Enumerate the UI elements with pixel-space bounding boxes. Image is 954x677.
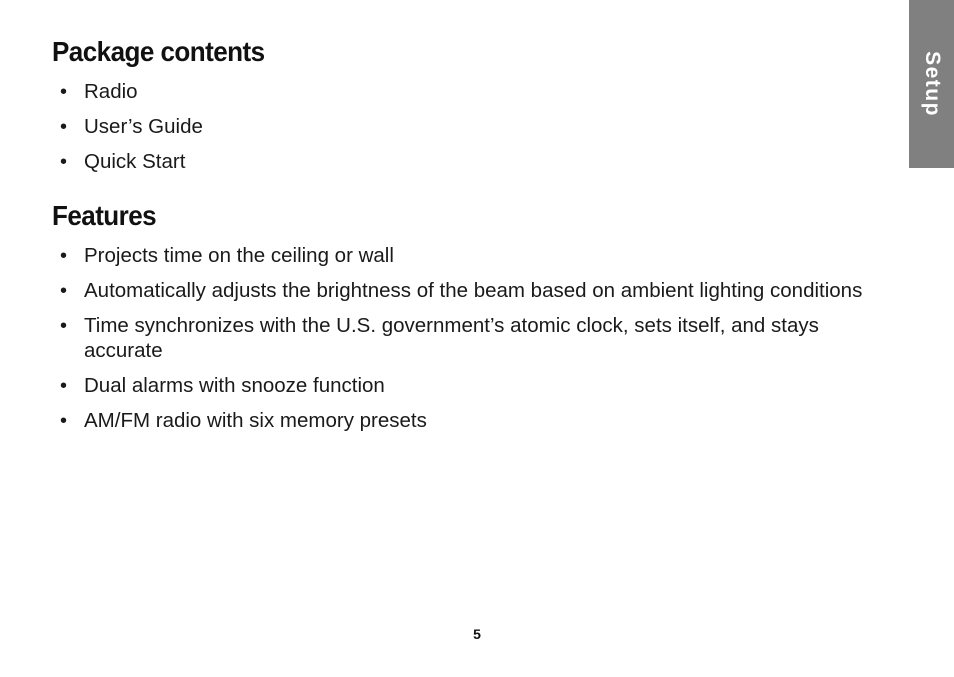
package-contents-heading: Package contents [52,36,265,67]
page-number: 5 [473,626,481,642]
list-item: • Quick Start [60,150,900,175]
list-item: • Automatically adjusts the brightness of the beam based on ambient lighting conditions [60,279,900,304]
list-item: • Dual alarms with snooze function [60,374,900,399]
section-tab [909,0,954,168]
list-item: • User’s Guide [60,115,900,140]
list-item: • Radio [60,80,900,105]
list-item: • Time synchronizes with the U.S. government’s atomic clock, sets itself, and stays accurate [60,314,900,363]
list-item: • Projects time on the ceiling or wall [60,244,900,269]
list-item: • AM/FM radio with six memory presets [60,409,900,434]
section-tab-label: Setup [920,51,944,117]
package-contents-list [60,80,900,185]
features-heading: Features [52,200,157,231]
features-list [60,244,900,444]
